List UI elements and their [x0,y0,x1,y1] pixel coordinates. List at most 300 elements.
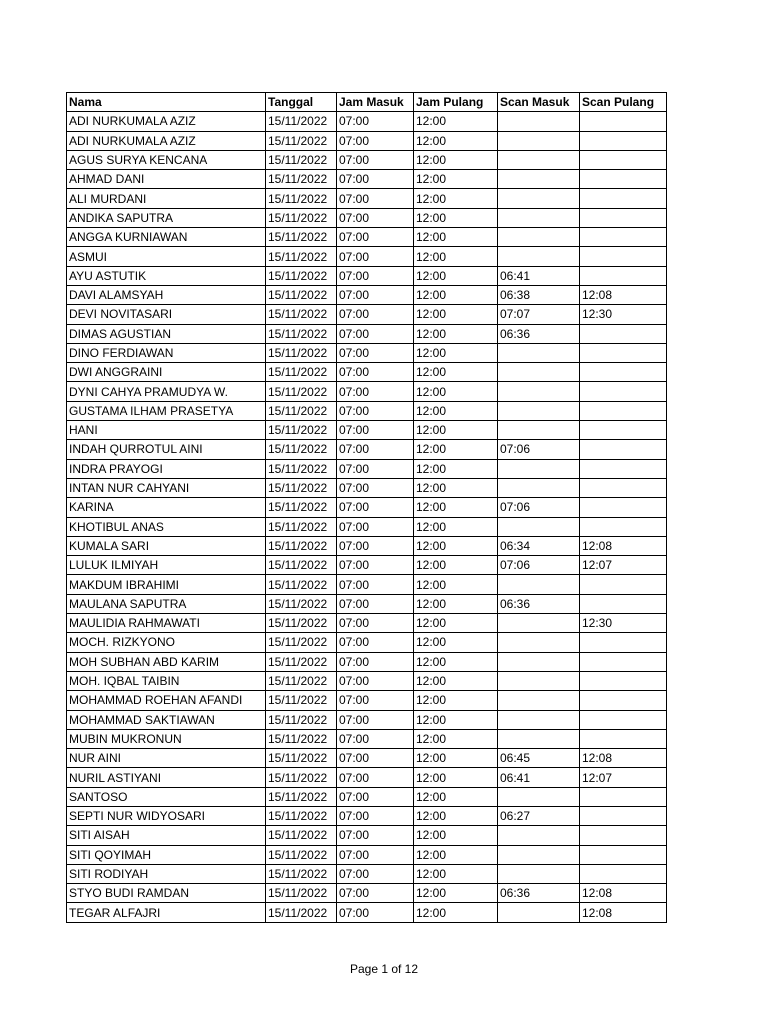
cell-nama: MOH SUBHAN ABD KARIM [67,652,266,671]
table-row [67,189,667,208]
cell-nama: ALI MURDANI [67,189,266,208]
cell-jam-masuk: 07:00 [337,131,414,150]
table-row [67,749,667,768]
cell-scan-masuk [498,170,580,189]
cell-tanggal: 15/11/2022 [266,671,337,690]
cell-jam-masuk: 07:00 [337,556,414,575]
cell-nama: SITI RODIYAH [67,864,266,883]
cell-nama: INDAH QURROTUL AINI [67,440,266,459]
cell-tanggal: 15/11/2022 [266,131,337,150]
cell-tanggal: 15/11/2022 [266,652,337,671]
cell-nama: ADI NURKUMALA AZIZ [67,112,266,131]
cell-jam-pulang: 12:00 [414,305,498,324]
cell-jam-pulang: 12:00 [414,536,498,555]
cell-scan-masuk [498,112,580,131]
cell-nama: AHMAD DANI [67,170,266,189]
table-row [67,826,667,845]
cell-scan-masuk [498,208,580,227]
cell-tanggal: 15/11/2022 [266,826,337,845]
cell-tanggal: 15/11/2022 [266,845,337,864]
cell-tanggal: 15/11/2022 [266,710,337,729]
cell-tanggal: 15/11/2022 [266,324,337,343]
table-row [67,305,667,324]
table-row [67,324,667,343]
cell-scan-masuk [498,150,580,169]
cell-nama: MOCH. RIZKYONO [67,633,266,652]
cell-jam-masuk: 07:00 [337,826,414,845]
table-row [67,633,667,652]
cell-tanggal: 15/11/2022 [266,305,337,324]
cell-jam-masuk: 07:00 [337,498,414,517]
table-row [67,170,667,189]
cell-jam-masuk: 07:00 [337,536,414,555]
table-row [67,671,667,690]
cell-nama: SITI AISAH [67,826,266,845]
cell-scan-masuk [498,247,580,266]
cell-jam-masuk: 07:00 [337,401,414,420]
cell-jam-pulang: 12:00 [414,150,498,169]
cell-tanggal: 15/11/2022 [266,421,337,440]
cell-scan-masuk [498,633,580,652]
cell-jam-masuk: 07:00 [337,208,414,227]
cell-nama: GUSTAMA ILHAM PRASETYA [67,401,266,420]
cell-jam-pulang: 12:00 [414,189,498,208]
cell-jam-masuk: 07:00 [337,749,414,768]
header-nama: Nama [67,93,266,112]
cell-scan-masuk [498,131,580,150]
header-jam-pulang: Jam Pulang [414,93,498,112]
cell-nama: DINO FERDIAWAN [67,343,266,362]
cell-scan-masuk [498,478,580,497]
cell-nama: LULUK ILMIYAH [67,556,266,575]
table-row [67,208,667,227]
cell-jam-pulang: 12:00 [414,382,498,401]
cell-jam-masuk: 07:00 [337,363,414,382]
cell-scan-masuk [498,652,580,671]
cell-jam-masuk: 07:00 [337,266,414,285]
cell-scan-masuk [498,691,580,710]
cell-jam-masuk: 07:00 [337,324,414,343]
cell-scan-pulang [580,170,667,189]
cell-scan-pulang [580,729,667,748]
cell-nama: MAULANA SAPUTRA [67,594,266,613]
cell-jam-pulang: 12:00 [414,845,498,864]
cell-scan-pulang [580,150,667,169]
table-row [67,729,667,748]
cell-scan-masuk [498,787,580,806]
cell-scan-pulang [580,671,667,690]
cell-scan-pulang [580,228,667,247]
cell-jam-pulang: 12:00 [414,440,498,459]
cell-jam-masuk: 07:00 [337,864,414,883]
cell-scan-pulang [580,343,667,362]
cell-scan-pulang [580,787,667,806]
cell-nama: NURIL ASTIYANI [67,768,266,787]
table-row [67,556,667,575]
cell-tanggal: 15/11/2022 [266,208,337,227]
table-row [67,228,667,247]
table-row [67,806,667,825]
cell-tanggal: 15/11/2022 [266,401,337,420]
table-row [67,247,667,266]
header-tanggal: Tanggal [266,93,337,112]
cell-scan-masuk [498,729,580,748]
cell-jam-masuk: 07:00 [337,382,414,401]
cell-jam-pulang: 12:00 [414,806,498,825]
cell-scan-masuk: 06:41 [498,266,580,285]
table-row [67,845,667,864]
cell-jam-pulang: 12:00 [414,864,498,883]
cell-scan-pulang [580,691,667,710]
cell-jam-masuk: 07:00 [337,459,414,478]
cell-tanggal: 15/11/2022 [266,729,337,748]
cell-tanggal: 15/11/2022 [266,864,337,883]
cell-scan-masuk [498,421,580,440]
cell-scan-masuk: 07:06 [498,498,580,517]
cell-scan-masuk: 06:38 [498,285,580,304]
cell-jam-pulang: 12:00 [414,768,498,787]
table-row [67,401,667,420]
cell-nama: INDRA PRAYOGI [67,459,266,478]
cell-scan-pulang [580,459,667,478]
cell-scan-masuk: 07:06 [498,440,580,459]
cell-jam-pulang: 12:00 [414,903,498,922]
table-row [67,421,667,440]
cell-jam-masuk: 07:00 [337,768,414,787]
cell-scan-masuk [498,826,580,845]
cell-scan-pulang [580,594,667,613]
cell-scan-pulang [580,652,667,671]
cell-scan-pulang: 12:07 [580,768,667,787]
cell-jam-masuk: 07:00 [337,710,414,729]
cell-tanggal: 15/11/2022 [266,112,337,131]
cell-tanggal: 15/11/2022 [266,363,337,382]
cell-scan-masuk [498,710,580,729]
cell-tanggal: 15/11/2022 [266,517,337,536]
cell-nama: KHOTIBUL ANAS [67,517,266,536]
cell-scan-masuk: 06:27 [498,806,580,825]
cell-jam-masuk: 07:00 [337,614,414,633]
cell-tanggal: 15/11/2022 [266,382,337,401]
cell-tanggal: 15/11/2022 [266,247,337,266]
cell-tanggal: 15/11/2022 [266,459,337,478]
cell-jam-masuk: 07:00 [337,247,414,266]
cell-scan-masuk: 06:36 [498,884,580,903]
cell-nama: NUR AINI [67,749,266,768]
cell-jam-pulang: 12:00 [414,575,498,594]
cell-jam-pulang: 12:00 [414,884,498,903]
cell-scan-pulang: 12:08 [580,903,667,922]
table-row [67,440,667,459]
cell-jam-masuk: 07:00 [337,903,414,922]
header-scan-pulang: Scan Pulang [580,93,667,112]
cell-nama: MOH. IQBAL TAIBIN [67,671,266,690]
cell-nama: AYU ASTUTIK [67,266,266,285]
cell-scan-pulang [580,845,667,864]
cell-tanggal: 15/11/2022 [266,170,337,189]
cell-tanggal: 15/11/2022 [266,575,337,594]
cell-nama: ADI NURKUMALA AZIZ [67,131,266,150]
cell-jam-pulang: 12:00 [414,749,498,768]
cell-jam-pulang: 12:00 [414,131,498,150]
table-body [67,112,667,922]
cell-nama: ANGGA KURNIAWAN [67,228,266,247]
cell-scan-masuk [498,517,580,536]
cell-nama: ASMUI [67,247,266,266]
cell-nama: TEGAR ALFAJRI [67,903,266,922]
cell-jam-masuk: 07:00 [337,884,414,903]
cell-jam-pulang: 12:00 [414,170,498,189]
cell-tanggal: 15/11/2022 [266,884,337,903]
cell-nama: MOHAMMAD ROEHAN AFANDI [67,691,266,710]
table-row [67,787,667,806]
table-row [67,363,667,382]
cell-nama: DAVI ALAMSYAH [67,285,266,304]
cell-nama: KARINA [67,498,266,517]
table-row [67,710,667,729]
cell-jam-pulang: 12:00 [414,594,498,613]
cell-jam-pulang: 12:00 [414,401,498,420]
cell-scan-pulang [580,421,667,440]
cell-nama: MOHAMMAD SAKTIAWAN [67,710,266,729]
header-row [67,93,667,112]
table-row [67,131,667,150]
table-row [67,768,667,787]
cell-jam-pulang: 12:00 [414,285,498,304]
cell-scan-pulang [580,112,667,131]
cell-jam-masuk: 07:00 [337,440,414,459]
cell-scan-masuk [498,401,580,420]
cell-jam-masuk: 07:00 [337,189,414,208]
cell-scan-pulang [580,710,667,729]
table-row [67,498,667,517]
cell-jam-pulang: 12:00 [414,556,498,575]
cell-jam-masuk: 07:00 [337,170,414,189]
cell-scan-pulang [580,324,667,343]
cell-jam-masuk: 07:00 [337,671,414,690]
cell-tanggal: 15/11/2022 [266,266,337,285]
cell-scan-pulang [580,266,667,285]
table-row [67,884,667,903]
cell-scan-masuk [498,864,580,883]
cell-nama: DYNI CAHYA PRAMUDYA W. [67,382,266,401]
cell-tanggal: 15/11/2022 [266,498,337,517]
cell-jam-pulang: 12:00 [414,228,498,247]
table-row [67,150,667,169]
table-row [67,382,667,401]
cell-nama: MAULIDIA RAHMAWATI [67,614,266,633]
cell-scan-pulang [580,478,667,497]
cell-tanggal: 15/11/2022 [266,768,337,787]
table-row [67,343,667,362]
cell-nama: STYO BUDI RAMDAN [67,884,266,903]
cell-scan-pulang: 12:08 [580,749,667,768]
cell-jam-masuk: 07:00 [337,652,414,671]
cell-scan-masuk: 06:36 [498,324,580,343]
cell-scan-masuk [498,903,580,922]
cell-nama: SANTOSO [67,787,266,806]
cell-scan-pulang [580,208,667,227]
attendance-table [66,92,667,923]
cell-scan-pulang [580,575,667,594]
cell-jam-pulang: 12:00 [414,112,498,131]
cell-jam-masuk: 07:00 [337,228,414,247]
cell-scan-masuk [498,614,580,633]
cell-scan-pulang: 12:07 [580,556,667,575]
cell-jam-pulang: 12:00 [414,633,498,652]
cell-scan-masuk: 06:36 [498,594,580,613]
page-number: Page 1 of 12 [349,962,419,976]
cell-jam-pulang: 12:00 [414,671,498,690]
cell-jam-masuk: 07:00 [337,691,414,710]
cell-jam-pulang: 12:00 [414,517,498,536]
cell-jam-masuk: 07:00 [337,575,414,594]
cell-scan-pulang [580,864,667,883]
cell-scan-pulang [580,498,667,517]
cell-scan-pulang: 12:08 [580,536,667,555]
cell-jam-masuk: 07:00 [337,845,414,864]
cell-nama: DEVI NOVITASARI [67,305,266,324]
cell-tanggal: 15/11/2022 [266,614,337,633]
table-row [67,903,667,922]
table-row [67,614,667,633]
cell-jam-pulang: 12:00 [414,363,498,382]
cell-nama: MAKDUM IBRAHIMI [67,575,266,594]
cell-scan-masuk [498,228,580,247]
cell-tanggal: 15/11/2022 [266,633,337,652]
cell-scan-masuk: 06:41 [498,768,580,787]
cell-jam-pulang: 12:00 [414,324,498,343]
cell-scan-masuk: 07:06 [498,556,580,575]
cell-jam-masuk: 07:00 [337,633,414,652]
cell-scan-pulang: 12:08 [580,884,667,903]
cell-nama: KUMALA SARI [67,536,266,555]
cell-tanggal: 15/11/2022 [266,285,337,304]
cell-tanggal: 15/11/2022 [266,691,337,710]
cell-nama: DIMAS AGUSTIAN [67,324,266,343]
cell-jam-pulang: 12:00 [414,652,498,671]
cell-tanggal: 15/11/2022 [266,440,337,459]
cell-scan-pulang [580,517,667,536]
cell-jam-masuk: 07:00 [337,478,414,497]
table-row [67,517,667,536]
cell-scan-masuk [498,459,580,478]
cell-nama: AGUS SURYA KENCANA [67,150,266,169]
cell-tanggal: 15/11/2022 [266,749,337,768]
cell-scan-pulang [580,189,667,208]
cell-jam-pulang: 12:00 [414,459,498,478]
header-scan-masuk: Scan Masuk [498,93,580,112]
cell-jam-masuk: 07:00 [337,729,414,748]
cell-jam-masuk: 07:00 [337,285,414,304]
cell-tanggal: 15/11/2022 [266,594,337,613]
cell-scan-pulang [580,382,667,401]
cell-jam-pulang: 12:00 [414,247,498,266]
cell-scan-masuk [498,363,580,382]
cell-tanggal: 15/11/2022 [266,343,337,362]
cell-scan-masuk [498,343,580,362]
cell-scan-pulang [580,826,667,845]
cell-tanggal: 15/11/2022 [266,478,337,497]
cell-scan-pulang [580,363,667,382]
cell-scan-masuk: 07:07 [498,305,580,324]
cell-jam-masuk: 07:00 [337,305,414,324]
cell-scan-masuk: 06:34 [498,536,580,555]
table-row [67,266,667,285]
cell-jam-masuk: 07:00 [337,594,414,613]
cell-scan-masuk: 06:45 [498,749,580,768]
cell-jam-pulang: 12:00 [414,691,498,710]
cell-tanggal: 15/11/2022 [266,536,337,555]
cell-scan-masuk [498,671,580,690]
cell-scan-masuk [498,189,580,208]
table-row [67,594,667,613]
cell-tanggal: 15/11/2022 [266,556,337,575]
cell-tanggal: 15/11/2022 [266,150,337,169]
cell-nama: SEPTI NUR WIDYOSARI [67,806,266,825]
cell-scan-pulang: 12:08 [580,285,667,304]
cell-jam-masuk: 07:00 [337,421,414,440]
cell-nama: MUBIN MUKRONUN [67,729,266,748]
table-row [67,459,667,478]
cell-jam-masuk: 07:00 [337,150,414,169]
cell-jam-pulang: 12:00 [414,343,498,362]
table-row [67,478,667,497]
cell-nama: HANI [67,421,266,440]
cell-scan-masuk [498,382,580,401]
cell-tanggal: 15/11/2022 [266,806,337,825]
cell-jam-pulang: 12:00 [414,266,498,285]
cell-scan-pulang [580,247,667,266]
cell-scan-pulang [580,633,667,652]
cell-nama: ANDIKA SAPUTRA [67,208,266,227]
cell-jam-masuk: 07:00 [337,806,414,825]
cell-jam-pulang: 12:00 [414,729,498,748]
cell-tanggal: 15/11/2022 [266,189,337,208]
cell-jam-pulang: 12:00 [414,208,498,227]
cell-jam-pulang: 12:00 [414,498,498,517]
cell-scan-masuk [498,575,580,594]
cell-jam-masuk: 07:00 [337,343,414,362]
cell-tanggal: 15/11/2022 [266,903,337,922]
cell-jam-pulang: 12:00 [414,614,498,633]
table-row [67,864,667,883]
cell-scan-pulang: 12:30 [580,305,667,324]
cell-scan-pulang [580,806,667,825]
table-row [67,575,667,594]
table-row [67,285,667,304]
cell-tanggal: 15/11/2022 [266,228,337,247]
table-row [67,112,667,131]
cell-scan-pulang: 12:30 [580,614,667,633]
cell-jam-masuk: 07:00 [337,517,414,536]
cell-scan-pulang [580,440,667,459]
cell-jam-masuk: 07:00 [337,787,414,806]
table-row [67,536,667,555]
cell-nama: DWI ANGGRAINI [67,363,266,382]
cell-nama: INTAN NUR CAHYANI [67,478,266,497]
cell-nama: SITI QOYIMAH [67,845,266,864]
cell-scan-pulang [580,401,667,420]
table-row [67,652,667,671]
cell-scan-masuk [498,845,580,864]
cell-scan-pulang [580,131,667,150]
cell-jam-pulang: 12:00 [414,421,498,440]
cell-jam-pulang: 12:00 [414,787,498,806]
header-jam-masuk: Jam Masuk [337,93,414,112]
cell-jam-pulang: 12:00 [414,710,498,729]
cell-jam-pulang: 12:00 [414,478,498,497]
